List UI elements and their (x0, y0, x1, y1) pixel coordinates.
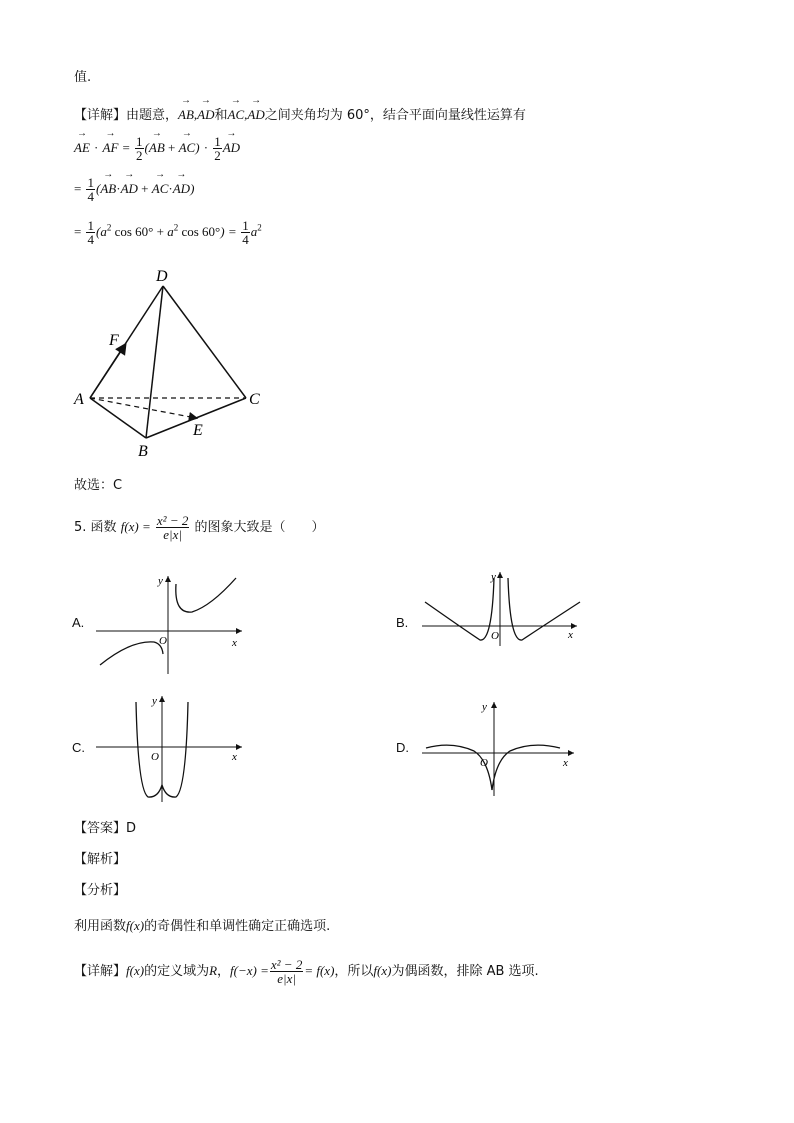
label-c: C (249, 391, 260, 408)
analyze-func: f(x) (126, 918, 145, 933)
label-b: B (138, 443, 148, 460)
question-fraction: $\frac{\text{x² − 2}}{e|x|}$ (156, 513, 189, 542)
vector-ae: → AE (74, 140, 90, 156)
svg-text:y: y (152, 695, 157, 707)
answer-value: D (126, 821, 137, 836)
label-a: A (74, 391, 84, 408)
analyze-tag: 【分析】 (74, 883, 127, 898)
detail-tag: 【详解】 (74, 108, 127, 123)
vector-ad: → AD (197, 107, 214, 123)
label-d: D (156, 268, 168, 285)
detail-intro: 由题意， (126, 108, 179, 123)
svg-text:x: x (563, 757, 568, 769)
analysis-tag: 【解析】 (74, 852, 127, 867)
svg-text:x: x (232, 751, 237, 763)
tetrahedron-figure (70, 262, 270, 462)
svg-text:O: O (480, 757, 488, 769)
option-a-label: A. (72, 615, 85, 630)
fraction-half: $\frac{1}{2}$ (136, 134, 143, 163)
option-b-graph (422, 566, 587, 648)
question-text-before: 函数 (90, 520, 117, 535)
option-a-graph (96, 570, 251, 675)
svg-text:x: x (568, 629, 573, 641)
option-d-label: D. (396, 740, 409, 755)
detail2-tag: 【详解】 (74, 964, 127, 979)
detail2-fraction: $\frac{\text{x² − 2}}{e|x|}$ (270, 957, 303, 986)
answer-line (74, 817, 136, 836)
analyze-text: 利用函数f(x)的奇偶性和单调性确定正确选项. (74, 918, 331, 934)
option-c-label: C. (72, 740, 85, 755)
label-f: F (109, 332, 119, 349)
svg-text:x: x (232, 637, 237, 649)
svg-text:O: O (159, 635, 167, 647)
fraction-quarter: $\frac{1}{4}$ (87, 175, 94, 204)
equation-line-2: = $\frac{1}{4}$ (→ AB·→ AD + → AC·→ AD) (74, 176, 194, 203)
vector-af: → AF (103, 140, 119, 156)
question-number: 5. (74, 520, 87, 535)
vector-ad-2: → AD (247, 107, 264, 123)
edge-dc (163, 286, 246, 398)
detail2-line: 【详解】f(x)的定义域为R，f(−x) = $\frac{\text{x² − 2}}{e|x|}$ = f(x)，所以f(x)为偶函数，排除 AB 选项. (74, 957, 539, 986)
svg-text:y: y (491, 571, 496, 583)
equation-line-3: = $\frac{1}{4}$ ($a^2$ $\cos 60^\circ + a^2$ cos 60°) = $\frac{1}{4}$ $a^2$ (74, 218, 262, 247)
svg-text:y: y (482, 701, 487, 713)
vector-ac: → AC (228, 107, 245, 123)
equation-line-1: → AE · → AF = $\frac{1}{2}$ (→ AB + → AC) · $\frac{1}{2}$ → AD (74, 135, 240, 162)
question-5 (74, 514, 325, 541)
svg-text:y: y (158, 575, 163, 587)
choose-line: 故选：C (74, 478, 123, 493)
label-e: E (193, 422, 203, 439)
fraction-quarter-2: $\frac{1}{4}$ (87, 218, 94, 247)
edge-ab (90, 398, 146, 438)
detail-and: 和 (214, 108, 228, 123)
answer-tag: 【答案】 (74, 821, 127, 836)
detail-line-1: 【详解】由题意，→ AB,→ AD和→ AC,→ AD之间夹角均为 60°，结合平面向量线性运算有 (74, 104, 526, 123)
detail-rest: 之间夹角均为 60°，结合平面向量线性运算有 (264, 108, 526, 123)
vector-af-arrow (90, 345, 125, 398)
option-c-graph (96, 690, 246, 805)
fraction-half-2: $\frac{1}{2}$ (214, 134, 221, 163)
vector-ae-dashed (90, 398, 196, 418)
option-b-label: B. (396, 615, 409, 630)
continued-text: 值. (74, 70, 92, 85)
fraction-quarter-3: $\frac{1}{4}$ (242, 218, 249, 247)
svg-text:O: O (151, 751, 159, 763)
svg-text:O: O (491, 630, 499, 642)
question-func: f(x) = (120, 519, 151, 534)
vector-ab: → AB (178, 107, 194, 123)
question-text-after: 的图象大致是（ ） (194, 520, 325, 535)
option-d-graph (422, 696, 582, 800)
